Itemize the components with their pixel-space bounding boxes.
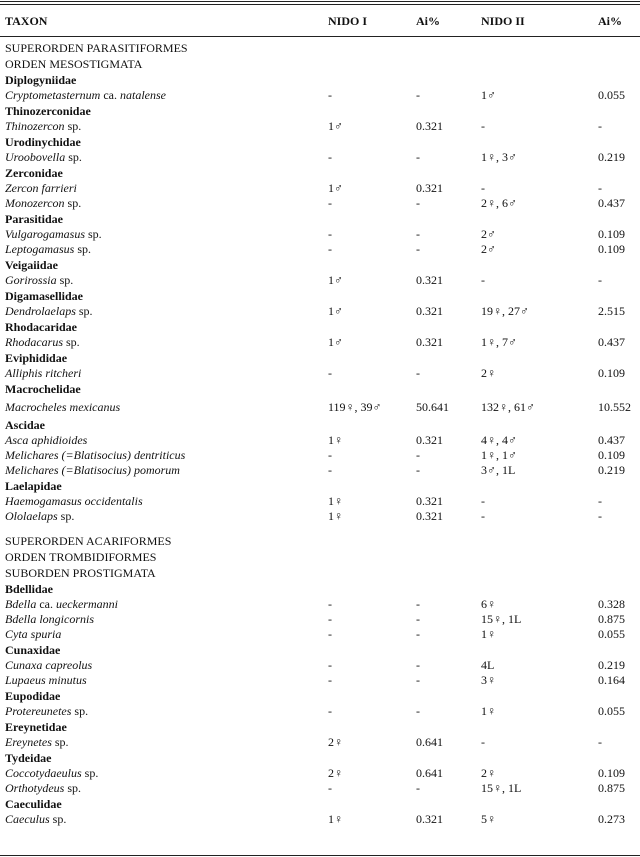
taxon-name bbox=[5, 273, 73, 288]
family-name: Rhodacaridae bbox=[5, 320, 77, 334]
section-row bbox=[0, 565, 640, 581]
nido-2-count: 1♀, 1♂ bbox=[481, 448, 517, 462]
top-rule bbox=[0, 1, 640, 2]
nido-1-count: - bbox=[328, 150, 332, 164]
species-genus: Zercon farrieri bbox=[5, 181, 77, 195]
family-row bbox=[0, 165, 640, 181]
species-qualifier: ca. bbox=[100, 88, 120, 102]
header-ai-2: Ai% bbox=[598, 14, 622, 28]
nido-1-ai: - bbox=[416, 366, 420, 380]
section-heading: ORDEN MESOSTIGMATA bbox=[5, 57, 143, 71]
nido-1-count: 1♀ bbox=[328, 509, 343, 523]
table-row bbox=[0, 612, 640, 627]
section-heading: ORDEN TROMBIDIFORMES bbox=[5, 550, 157, 564]
nido-1-ai: - bbox=[416, 88, 420, 102]
nido-1-ai: - bbox=[416, 242, 420, 256]
nido-1-ai: 0.321 bbox=[416, 509, 443, 523]
table-row bbox=[0, 766, 640, 781]
nido-1-count: 1♀ bbox=[328, 494, 343, 508]
table-row bbox=[0, 735, 640, 750]
table-row bbox=[0, 627, 640, 642]
nido-2-count: 3♀ bbox=[481, 673, 496, 687]
section-row bbox=[0, 533, 640, 549]
taxon-name bbox=[5, 704, 88, 719]
family-name: Bdellidae bbox=[5, 582, 54, 596]
nido-2-ai: 0.437 bbox=[598, 335, 625, 349]
nido-1-ai: - bbox=[416, 704, 420, 718]
nido-1-count: - bbox=[328, 627, 332, 641]
nido-1-ai: 0.321 bbox=[416, 273, 443, 287]
taxon-name bbox=[5, 735, 69, 750]
nido-1-ai: 0.321 bbox=[416, 494, 443, 508]
species-qualifier: sp. bbox=[64, 781, 81, 795]
header-taxon: TAXON bbox=[5, 14, 48, 28]
top-rule-secondary bbox=[0, 4, 640, 5]
taxon-name bbox=[5, 181, 77, 196]
species-qualifier: sp. bbox=[64, 119, 82, 133]
species-genus: Lupaeus minutus bbox=[5, 673, 87, 687]
nido-2-count: - bbox=[481, 181, 485, 195]
nido-2-count: 132♀, 61♂ bbox=[481, 400, 535, 414]
family-name: Veigaiidae bbox=[5, 258, 58, 272]
family-row bbox=[0, 581, 640, 597]
table-row bbox=[0, 658, 640, 673]
species-genus: Asca aphidioides bbox=[5, 433, 88, 447]
family-name: Tydeidae bbox=[5, 751, 52, 765]
taxon-name bbox=[5, 766, 98, 781]
nido-1-ai: 0.321 bbox=[416, 433, 443, 447]
species-genus: Gorirossia bbox=[5, 273, 57, 287]
nido-2-count: - bbox=[481, 509, 485, 523]
nido-2-ai: - bbox=[598, 509, 602, 523]
nido-2-ai: 0.109 bbox=[598, 227, 625, 241]
taxon-name bbox=[5, 119, 81, 134]
family-name: Ascidae bbox=[5, 418, 45, 432]
nido-2-count: 2♂ bbox=[481, 227, 496, 241]
taxon-name bbox=[5, 150, 82, 165]
table-row bbox=[0, 704, 640, 719]
nido-1-ai: - bbox=[416, 781, 420, 795]
table-row bbox=[0, 397, 640, 417]
family-row bbox=[0, 478, 640, 494]
taxon-name bbox=[5, 509, 74, 524]
family-name: Eviphididae bbox=[5, 351, 68, 365]
nido-1-count: - bbox=[328, 704, 332, 718]
species-qualifier: ca. bbox=[36, 597, 56, 611]
family-row bbox=[0, 257, 640, 273]
species-qualifier: sp. bbox=[65, 150, 82, 164]
species-qualifier: sp. bbox=[56, 273, 74, 287]
family-row bbox=[0, 319, 640, 335]
nido-2-count: 2♀ bbox=[481, 766, 496, 780]
species-genus: Thinozercon bbox=[5, 119, 65, 133]
nido-2-ai: - bbox=[598, 181, 602, 195]
header-rule bbox=[0, 36, 640, 37]
nido-1-ai: 0.321 bbox=[416, 119, 443, 133]
family-name: Eupodidae bbox=[5, 689, 61, 703]
nido-2-count: 2♀ bbox=[481, 366, 496, 380]
nido-2-count: 1♂ bbox=[481, 88, 496, 102]
species-qualifier: sp. bbox=[64, 196, 82, 210]
nido-2-count: 2♂ bbox=[481, 242, 496, 256]
taxon-name bbox=[5, 433, 87, 448]
taxon-name bbox=[5, 673, 87, 688]
table-row bbox=[0, 227, 640, 242]
species-genus: Melichares (=Blatisocius) dentriticus bbox=[5, 448, 186, 462]
header-nido-2: NIDO II bbox=[481, 14, 525, 28]
nido-1-ai: - bbox=[416, 463, 420, 477]
nido-1-ai: - bbox=[416, 612, 420, 626]
nido-1-count: 119♀, 39♂ bbox=[328, 400, 382, 414]
section-row bbox=[0, 40, 640, 56]
species-qualifier: sp. bbox=[63, 335, 80, 349]
nido-2-ai: 0.328 bbox=[598, 597, 625, 611]
nido-1-count: - bbox=[328, 781, 332, 795]
nido-2-ai: 0.437 bbox=[598, 433, 625, 447]
family-name: Macrochelidae bbox=[5, 382, 81, 396]
taxon-name bbox=[5, 627, 61, 642]
nido-1-count: - bbox=[328, 242, 332, 256]
nido-2-ai: 0.219 bbox=[598, 658, 625, 672]
species-genus: Alliphis ritcheri bbox=[5, 366, 82, 380]
nido-2-count: 3♂, 1L bbox=[481, 463, 516, 477]
table-row bbox=[0, 781, 640, 796]
nido-2-ai: 0.055 bbox=[598, 88, 625, 102]
family-row bbox=[0, 134, 640, 150]
nido-1-count: - bbox=[328, 227, 332, 241]
taxon-name bbox=[5, 335, 80, 350]
family-name: Urodinychidae bbox=[5, 135, 81, 149]
table-row bbox=[0, 463, 640, 478]
species-qualifier: sp. bbox=[75, 304, 93, 318]
family-name: Cunaxidae bbox=[5, 643, 61, 657]
family-row bbox=[0, 350, 640, 366]
species-genus: Orthotydeus bbox=[5, 781, 65, 795]
species-genus: Bdella longicornis bbox=[5, 612, 94, 626]
nido-2-count: 19♀, 27♂ bbox=[481, 304, 529, 318]
table-row bbox=[0, 304, 640, 319]
taxon-name bbox=[5, 227, 102, 242]
nido-2-count: 15♀, 1L bbox=[481, 781, 522, 795]
bottom-rule bbox=[0, 855, 640, 856]
species-qualifier: sp. bbox=[74, 242, 92, 256]
section-row bbox=[0, 56, 640, 72]
nido-1-ai: - bbox=[416, 627, 420, 641]
nido-1-count: 1♂ bbox=[328, 119, 343, 133]
nido-1-count: - bbox=[328, 658, 332, 672]
species-genus: Coccotydaeulus bbox=[5, 766, 82, 780]
family-row bbox=[0, 688, 640, 704]
taxon-name bbox=[5, 88, 166, 103]
nido-2-count: - bbox=[481, 735, 485, 749]
nido-1-count: - bbox=[328, 88, 332, 102]
species-genus: Haemogamasus occidentalis bbox=[5, 494, 143, 508]
nido-2-count: 15♀, 1L bbox=[481, 612, 522, 626]
nido-1-count: 2♀ bbox=[328, 735, 343, 749]
taxon-name bbox=[5, 366, 81, 381]
table-row bbox=[0, 366, 640, 381]
nido-2-ai: 0.164 bbox=[598, 673, 625, 687]
species-epithet: ueckermanni bbox=[55, 597, 118, 611]
taxon-name bbox=[5, 448, 185, 463]
nido-2-ai: 0.219 bbox=[598, 150, 625, 164]
family-row bbox=[0, 417, 640, 433]
family-name: Diplogyniidae bbox=[5, 73, 77, 87]
family-row bbox=[0, 72, 640, 88]
nido-1-ai: 0.641 bbox=[416, 766, 443, 780]
nido-2-count: 1♀, 7♂ bbox=[481, 335, 517, 349]
table-row bbox=[0, 812, 640, 827]
nido-1-count: - bbox=[328, 597, 332, 611]
nido-1-count: - bbox=[328, 366, 332, 380]
nido-1-count: 1♂ bbox=[328, 304, 343, 318]
nido-1-count: - bbox=[328, 612, 332, 626]
nido-1-count: 1♀ bbox=[328, 812, 343, 826]
taxon-name bbox=[5, 397, 120, 417]
family-row bbox=[0, 796, 640, 812]
section-heading: SUPERORDEN PARASITIFORMES bbox=[5, 41, 188, 55]
section-row bbox=[0, 549, 640, 565]
nido-2-ai: - bbox=[598, 494, 602, 508]
nido-2-ai: - bbox=[598, 273, 602, 287]
species-qualifier: sp. bbox=[81, 766, 99, 780]
nido-1-count: 1♂ bbox=[328, 335, 343, 349]
family-row bbox=[0, 211, 640, 227]
nido-1-count: - bbox=[328, 673, 332, 687]
table-row bbox=[0, 335, 640, 350]
species-genus: Caeculus bbox=[5, 812, 50, 826]
nido-2-count: 2♀, 6♂ bbox=[481, 196, 517, 210]
nido-1-count: - bbox=[328, 463, 332, 477]
table-row bbox=[0, 119, 640, 134]
species-qualifier: sp. bbox=[57, 509, 75, 523]
nido-2-ai: 0.875 bbox=[598, 781, 625, 795]
family-name: Digamasellidae bbox=[5, 289, 83, 303]
nido-2-ai: 0.109 bbox=[598, 448, 625, 462]
nido-2-count: - bbox=[481, 273, 485, 287]
nido-2-count: 1♀ bbox=[481, 704, 496, 718]
nido-1-count: - bbox=[328, 196, 332, 210]
species-qualifier: sp. bbox=[51, 735, 69, 749]
nido-2-ai: 0.219 bbox=[598, 463, 625, 477]
species-qualifier: sp. bbox=[85, 227, 102, 241]
species-genus: Ereynetes bbox=[5, 735, 52, 749]
nido-2-count: - bbox=[481, 494, 485, 508]
nido-2-ai: 0.055 bbox=[598, 627, 625, 641]
nido-1-count: 2♀ bbox=[328, 766, 343, 780]
table-row bbox=[0, 433, 640, 448]
family-row bbox=[0, 381, 640, 397]
nido-2-ai: 0.109 bbox=[598, 766, 625, 780]
nido-1-count: 1♀ bbox=[328, 433, 343, 447]
nido-2-ai: - bbox=[598, 119, 602, 133]
species-genus: Vulgarogamasus bbox=[5, 227, 86, 241]
nido-2-ai: 0.055 bbox=[598, 704, 625, 718]
nido-1-ai: 0.321 bbox=[416, 812, 443, 826]
nido-1-ai: 50.641 bbox=[416, 400, 449, 414]
header-nido-1: NIDO I bbox=[328, 14, 368, 28]
family-name: Caeculidae bbox=[5, 797, 62, 811]
species-genus: Dendrolaelaps bbox=[5, 304, 76, 318]
table-row bbox=[0, 448, 640, 463]
table-body bbox=[0, 40, 640, 827]
taxon-name bbox=[5, 597, 118, 612]
header-ai-1: Ai% bbox=[416, 14, 440, 28]
table-row bbox=[0, 150, 640, 165]
nido-1-ai: - bbox=[416, 673, 420, 687]
species-genus: Melichares (=Blatisocius) pomorum bbox=[5, 463, 180, 477]
nido-1-ai: - bbox=[416, 448, 420, 462]
section-heading: SUBORDEN PROSTIGMATA bbox=[5, 566, 156, 580]
section-heading: SUPERORDEN ACARIFORMES bbox=[5, 534, 172, 548]
nido-1-ai: - bbox=[416, 597, 420, 611]
nido-2-ai: 0.437 bbox=[598, 196, 625, 210]
taxon-name bbox=[5, 781, 81, 796]
taxon-name bbox=[5, 242, 91, 257]
nido-2-count: - bbox=[481, 119, 485, 133]
nido-2-count: 1♀ bbox=[481, 627, 496, 641]
nido-2-ai: 0.109 bbox=[598, 366, 625, 380]
nido-2-ai: - bbox=[598, 735, 602, 749]
taxon-name bbox=[5, 304, 93, 319]
species-genus: Bdella bbox=[5, 597, 37, 611]
family-name: Parasitidae bbox=[5, 212, 63, 226]
family-row bbox=[0, 642, 640, 658]
family-name: Ereynetidae bbox=[5, 720, 67, 734]
species-genus: Protereunetes bbox=[5, 704, 72, 718]
nido-1-ai: 0.641 bbox=[416, 735, 443, 749]
family-row bbox=[0, 719, 640, 735]
table-row bbox=[0, 673, 640, 688]
nido-1-ai: 0.321 bbox=[416, 181, 443, 195]
nido-2-ai: 0.109 bbox=[598, 242, 625, 256]
table-row bbox=[0, 509, 640, 524]
table-row bbox=[0, 88, 640, 103]
nido-2-ai: 10.552 bbox=[598, 400, 631, 414]
nido-2-count: 5♀ bbox=[481, 812, 496, 826]
family-row bbox=[0, 288, 640, 304]
table-row bbox=[0, 181, 640, 196]
table-row bbox=[0, 494, 640, 509]
nido-2-ai: 0.875 bbox=[598, 612, 625, 626]
table-row bbox=[0, 273, 640, 288]
species-genus: Leptogamasus bbox=[5, 242, 75, 256]
nido-1-ai: - bbox=[416, 196, 420, 210]
nido-2-ai: 2.515 bbox=[598, 304, 625, 318]
species-genus: Cyta spuria bbox=[5, 627, 62, 641]
species-genus: Cunaxa capreolus bbox=[5, 658, 93, 672]
family-row bbox=[0, 750, 640, 766]
species-qualifier: sp. bbox=[49, 812, 67, 826]
species-genus: Macrocheles mexicanus bbox=[5, 400, 121, 414]
taxon-name bbox=[5, 463, 180, 478]
nido-1-ai: - bbox=[416, 150, 420, 164]
nido-1-ai: - bbox=[416, 658, 420, 672]
nido-2-count: 6♀ bbox=[481, 597, 496, 611]
family-name: Laelapidae bbox=[5, 479, 62, 493]
nido-1-ai: 0.321 bbox=[416, 335, 443, 349]
taxon-name bbox=[5, 494, 143, 509]
nido-1-count: 1♂ bbox=[328, 273, 343, 287]
table-row bbox=[0, 597, 640, 612]
table-row bbox=[0, 196, 640, 211]
species-genus: Uroobovella bbox=[5, 150, 66, 164]
table-row bbox=[0, 242, 640, 257]
nido-1-ai: 0.321 bbox=[416, 304, 443, 318]
nido-2-count: 1♀, 3♂ bbox=[481, 150, 517, 164]
species-genus: Monozercon bbox=[5, 196, 65, 210]
taxon-name bbox=[5, 658, 92, 673]
family-row bbox=[0, 103, 640, 119]
nido-2-count: 4♀, 4♂ bbox=[481, 433, 517, 447]
taxon-name bbox=[5, 612, 94, 627]
nido-2-ai: 0.273 bbox=[598, 812, 625, 826]
family-name: Thinozerconidae bbox=[5, 104, 91, 118]
nido-1-count: 1♂ bbox=[328, 181, 343, 195]
taxon-name bbox=[5, 812, 66, 827]
family-name: Zerconidae bbox=[5, 166, 63, 180]
species-genus: Ololaelaps bbox=[5, 509, 58, 523]
species-genus: Cryptometasternum bbox=[5, 88, 101, 102]
nido-1-ai: - bbox=[416, 227, 420, 241]
spacer-row bbox=[0, 524, 640, 533]
nido-2-count: 4L bbox=[481, 658, 495, 672]
nido-1-count: - bbox=[328, 448, 332, 462]
species-genus: Rhodacarus bbox=[5, 335, 63, 349]
taxon-name bbox=[5, 196, 81, 211]
species-epithet: natalense bbox=[119, 88, 166, 102]
species-qualifier: sp. bbox=[71, 704, 89, 718]
